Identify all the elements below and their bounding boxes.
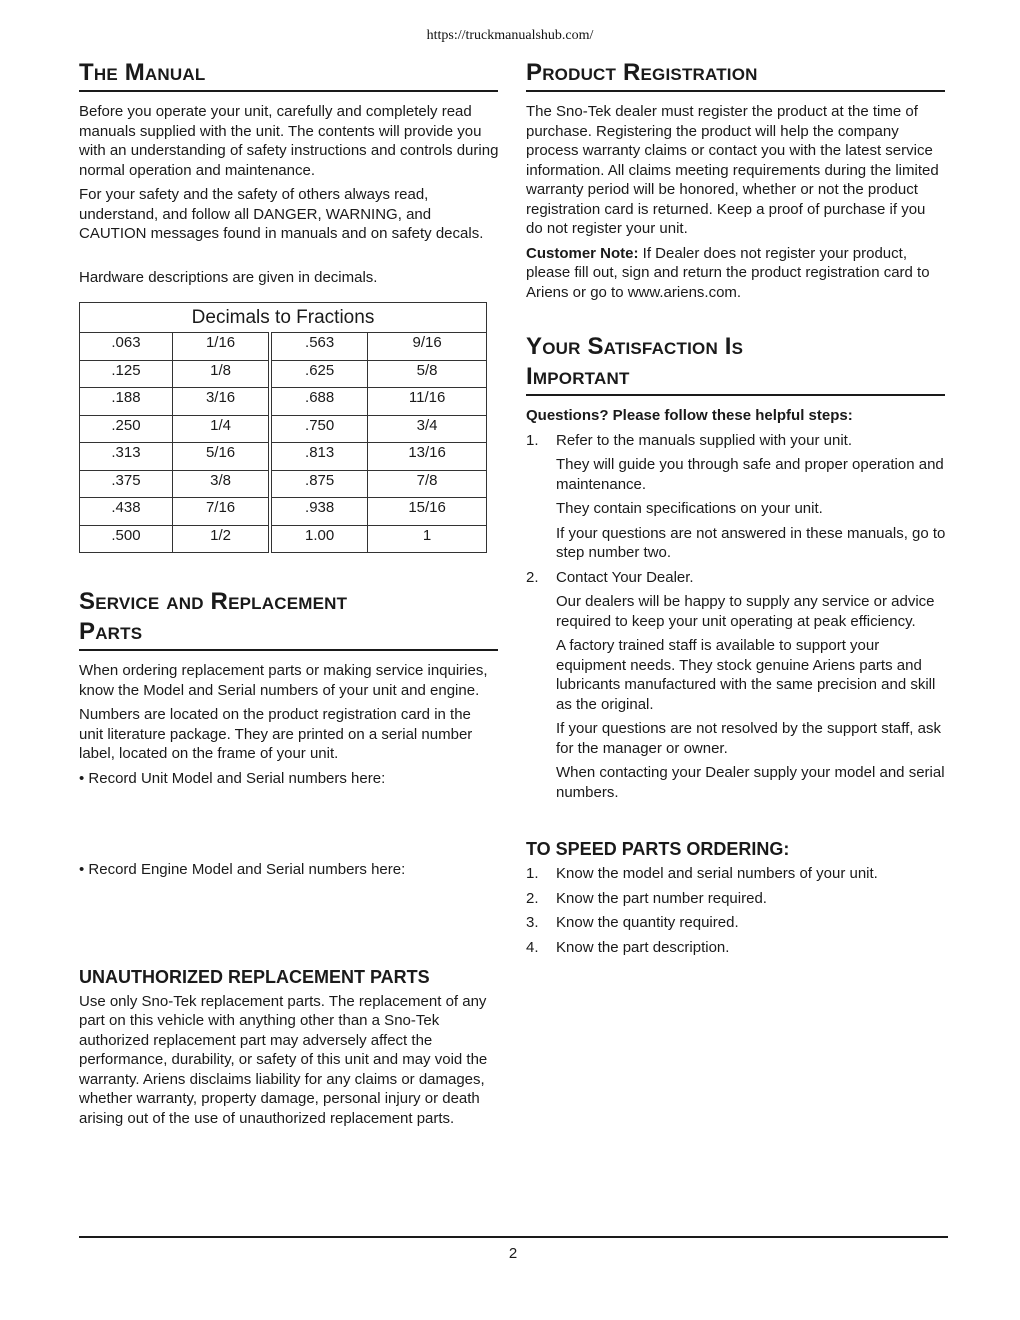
list-item xyxy=(526,913,946,933)
decimals-table xyxy=(79,302,487,553)
table-cell: .563 xyxy=(270,333,368,361)
table-row xyxy=(80,470,487,498)
list-item-text: Know the part description. xyxy=(556,938,730,956)
list-item-text: Know the quantity required. xyxy=(556,914,739,931)
record-engine-bullet: • Record Engine Model and Serial numbers here: xyxy=(79,861,406,878)
table-cell: 9/16 xyxy=(368,333,487,361)
table-cell: 7/16 xyxy=(172,498,270,526)
step-1-detail-a: They will guide you through safe and proper operation and maintenance. xyxy=(556,456,944,493)
service-heading xyxy=(79,587,498,651)
table-cell: 15/16 xyxy=(368,498,487,526)
table-cell: 3/16 xyxy=(172,388,270,416)
table-row xyxy=(80,415,487,443)
table-cell: 1.00 xyxy=(270,525,368,553)
customer-note-label: Customer Note: xyxy=(526,244,639,262)
decimals-table-header: Decimals to Fractions xyxy=(80,303,487,333)
table-cell: .375 xyxy=(80,470,173,498)
table-row xyxy=(80,525,487,553)
footer-divider xyxy=(79,1236,948,1238)
manual-heading: The Manual xyxy=(79,58,498,92)
list-item-number: 3. xyxy=(526,914,539,931)
right-column xyxy=(526,58,946,962)
registration-paragraph: The Sno-Tek dealer must register the product at the time of purchase. Registering the product will help the company process warranty claims or contact you with the latest service information. All claims meeting requirements during the limited warranty period will be honored, whether or not the product registration card is returned. Keep a proof of purchase if you do not register your unit. xyxy=(526,103,939,237)
list-item xyxy=(526,889,946,909)
step-1 xyxy=(526,431,946,451)
registration-heading: Product Registration xyxy=(526,58,945,92)
list-item-text: Know the model and serial numbers of your unit. xyxy=(556,865,878,882)
table-cell: 5/8 xyxy=(368,360,487,388)
table-cell: 1 xyxy=(368,525,487,553)
list-item-number: 2. xyxy=(526,889,539,907)
step-2 xyxy=(526,568,946,588)
table-cell: 1/16 xyxy=(172,333,270,361)
step-1-text: Refer to the manuals supplied with your unit. xyxy=(556,431,852,449)
table-cell: 5/16 xyxy=(172,443,270,471)
table-cell: 1/2 xyxy=(172,525,270,553)
step-1-detail-b: They contain specifications on your unit. xyxy=(556,500,823,517)
step-2-detail-c: If your questions are not resolved by the support staff, ask for the manager or owner. xyxy=(556,720,941,757)
record-unit-bullet: • Record Unit Model and Serial numbers here: xyxy=(79,769,386,787)
table-cell: .688 xyxy=(270,388,368,416)
customer-note xyxy=(526,244,946,303)
list-item-text: Know the part number required. xyxy=(556,889,767,907)
unauthorized-heading: UNAUTHORIZED REPLACEMENT PARTS xyxy=(79,966,430,987)
service-paragraph-2: Numbers are located on the product registration card in the unit literature package. They are printed on a serial number label, located on the frame of your unit. xyxy=(79,706,473,762)
table-cell: .188 xyxy=(80,388,173,416)
table-cell: .625 xyxy=(270,360,368,388)
table-cell: .813 xyxy=(270,443,368,471)
table-row xyxy=(80,388,487,416)
service-heading-line-2: Parts xyxy=(79,618,143,645)
list-item xyxy=(526,938,946,958)
service-heading-line-1: Service and Replacement xyxy=(79,588,348,615)
list-item-number: 1. xyxy=(526,865,539,882)
step-2-detail-d: When contacting your Dealer supply your model and serial numbers. xyxy=(556,764,945,801)
hardware-note: Hardware descriptions are given in decimals. xyxy=(79,268,378,286)
speed-ordering-heading: TO SPEED PARTS ORDERING: xyxy=(526,839,790,859)
table-cell: 1/8 xyxy=(172,360,270,388)
table-cell: 7/8 xyxy=(368,470,487,498)
questions-lead: Questions? Please follow these helpful steps: xyxy=(526,407,853,424)
unauthorized-paragraph: Use only Sno-Tek replacement parts. The replacement of any part on this vehicle with anything other than a Sno-Tek authorized replacement part may adversely affect the performance, durability, or safety of this unit and may void the warranty. Ariens disclaims liability for any claims or damages, whether warranty, property damage, personal injury or death arising out of the use of unauthorized replacement parts. xyxy=(79,992,488,1127)
table-cell: .438 xyxy=(80,498,173,526)
manual-paragraph-2: For your safety and the safety of others always read, understand, and follow all DANGER, WARNING, and CAUTION messages found in manuals and on safety decals. xyxy=(79,186,484,242)
page-number: 2 xyxy=(508,1245,518,1262)
table-cell: 3/4 xyxy=(368,415,487,443)
step-2-detail-b: A factory trained staff is available to support your equipment needs. They stock genuine Ariens parts and lubricants manufactured with the same precision and skill as the original. xyxy=(556,637,936,713)
left-column xyxy=(79,58,499,1133)
service-paragraph-1: When ordering replacement parts or making service inquiries, know the Model and Serial numbers of your unit and engine. xyxy=(79,662,488,699)
table-cell: .938 xyxy=(270,498,368,526)
table-cell: .250 xyxy=(80,415,173,443)
table-cell: .125 xyxy=(80,360,173,388)
table-cell: 1/4 xyxy=(172,415,270,443)
customer-note-text: If Dealer does not register your product, please fill out, sign and return the product registration card to Ariens or go to www.ariens.com. xyxy=(526,244,930,301)
table-row xyxy=(80,333,487,361)
source-url: https://truckmanualshub.com/ xyxy=(426,28,594,43)
step-1-number: 1. xyxy=(526,431,539,449)
satisfaction-heading xyxy=(526,332,945,396)
satisfaction-heading-line-1: Your Satisfaction Is xyxy=(526,333,744,360)
table-cell: .313 xyxy=(80,443,173,471)
table-cell: .063 xyxy=(80,333,173,361)
satisfaction-heading-line-2: Important xyxy=(526,363,630,390)
table-cell: 11/16 xyxy=(368,388,487,416)
list-item xyxy=(526,864,946,884)
list-item-number: 4. xyxy=(526,938,539,956)
table-cell: .750 xyxy=(270,415,368,443)
step-2-detail-a: Our dealers will be happy to supply any service or advice required to keep your unit operating at peak efficiency. xyxy=(556,593,935,630)
table-cell: 3/8 xyxy=(172,470,270,498)
table-cell: .500 xyxy=(80,525,173,553)
step-2-text: Contact Your Dealer. xyxy=(556,568,694,586)
table-row xyxy=(80,498,487,526)
table-cell: 13/16 xyxy=(368,443,487,471)
manual-paragraph-1: Before you operate your unit, carefully and completely read manuals supplied with the unit. The contents will provide you with an understanding of safety instructions and controls during normal operation and maintenance. xyxy=(79,103,499,179)
step-2-number: 2. xyxy=(526,568,539,586)
table-row xyxy=(80,360,487,388)
step-1-detail-c: If your questions are not answered in these manuals, go to step number two. xyxy=(556,524,946,561)
table-row xyxy=(80,443,487,471)
table-cell: .875 xyxy=(270,470,368,498)
